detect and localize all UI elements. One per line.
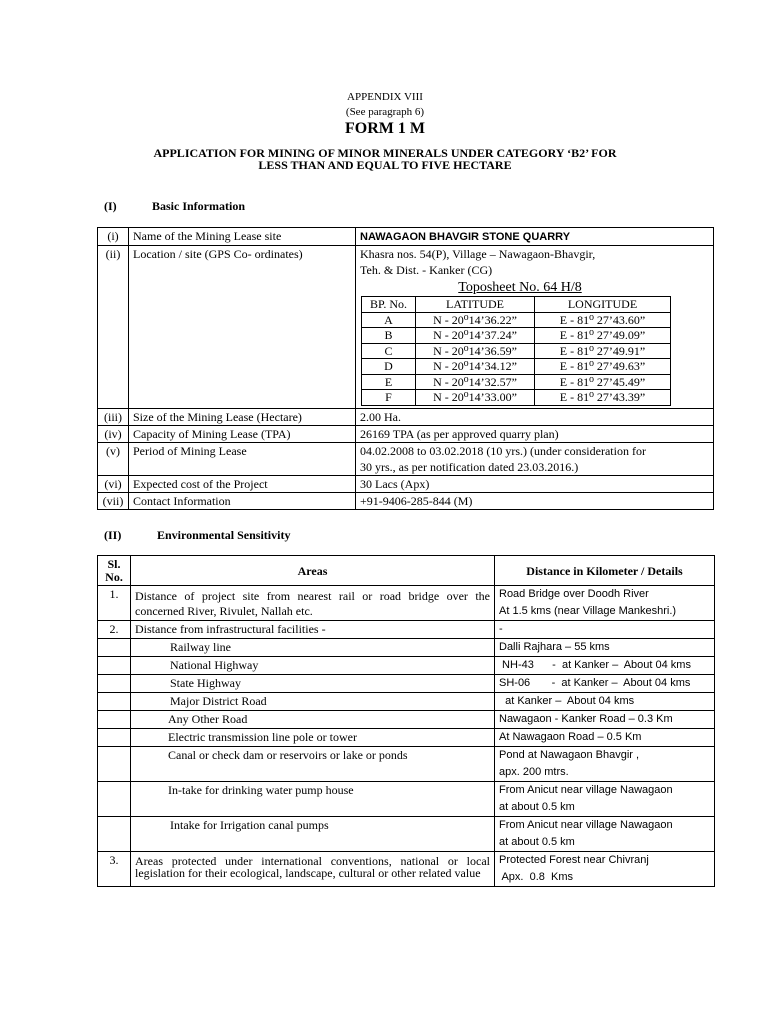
area-cell: State Highway xyxy=(131,675,495,693)
table-row xyxy=(362,374,671,390)
row-label: Period of Mining Lease xyxy=(129,442,356,475)
distance-line1: From Anicut near village Nawagaon xyxy=(499,784,673,796)
lat-cell: N - 20⁰14’33.00” xyxy=(416,390,535,406)
row-number: (vi) xyxy=(98,475,129,492)
lon-header: LONGITUDE xyxy=(535,297,671,313)
bp-cell: F xyxy=(362,390,416,406)
bp-cell: C xyxy=(362,343,416,359)
sl-empty xyxy=(98,782,131,817)
lat-cell: N - 20⁰14’37.24” xyxy=(416,328,535,344)
lon-cell: E - 81⁰ 27’45.49” xyxy=(535,374,671,390)
distance-cell xyxy=(495,852,715,887)
sl-empty xyxy=(98,675,131,693)
row-value: 30 Lacs (Apx) xyxy=(356,475,714,492)
distance-line2: at about 0.5 km xyxy=(499,836,575,848)
sl-number: 1. xyxy=(98,586,131,621)
bp-cell: A xyxy=(362,312,416,328)
boundary-points-table xyxy=(361,296,671,406)
area-cell: National Highway xyxy=(131,657,495,675)
row-number: (v) xyxy=(98,442,129,475)
lon-cell: E - 81⁰ 27’43.39” xyxy=(535,390,671,406)
basic-info-table xyxy=(97,227,714,510)
table-row xyxy=(98,246,714,409)
table-row xyxy=(362,343,671,359)
row-number: (iv) xyxy=(98,425,129,442)
lon-cell: E - 81⁰ 27’43.60” xyxy=(535,312,671,328)
table-row xyxy=(362,390,671,406)
lat-header: LATITUDE xyxy=(416,297,535,313)
distance-cell xyxy=(495,782,715,817)
lat-cell: N - 20⁰14’36.22” xyxy=(416,312,535,328)
distance-line2: at about 0.5 km xyxy=(499,801,575,813)
application-title-line2: LESS THAN AND EQUAL TO FIVE HECTARE xyxy=(258,158,512,172)
area-cell: Intake for Irrigation canal pumps xyxy=(131,817,495,852)
row-value xyxy=(356,442,714,475)
row-value: +91-9406-285-844 (M) xyxy=(356,492,714,509)
table-row xyxy=(98,442,714,475)
location-line2: Teh. & Dist. - Kanker (CG) xyxy=(360,263,493,277)
row-number: (iii) xyxy=(98,408,129,425)
row-value: 2.00 Ha. xyxy=(356,408,714,425)
section1-number: (I) xyxy=(104,199,117,213)
sl-empty xyxy=(98,693,131,711)
bp-cell: B xyxy=(362,328,416,344)
row-number: (i) xyxy=(98,228,129,246)
lease-name: NAWAGAON BHAVGIR STONE QUARRY xyxy=(360,231,571,243)
lon-cell: E - 81⁰ 27’49.09” xyxy=(535,328,671,344)
distance-cell xyxy=(495,586,715,621)
sl-header: Sl. No. xyxy=(98,556,131,586)
row-label: Capacity of Mining Lease (TPA) xyxy=(129,425,356,442)
distance-cell: at Kanker – About 04 kms xyxy=(495,693,715,711)
application-title xyxy=(100,147,670,171)
section1-title: Basic Information xyxy=(152,199,245,213)
section2-title: Environmental Sensitivity xyxy=(157,528,291,542)
row-value xyxy=(356,228,714,246)
area-cell: Electric transmission line pole or tower xyxy=(131,729,495,747)
distance-cell: NH-43 - at Kanker – About 04 kms xyxy=(495,657,715,675)
appendix-label: APPENDIX VIII xyxy=(347,91,423,103)
row-label: Size of the Mining Lease (Hectare) xyxy=(129,408,356,425)
row-label: Contact Information xyxy=(129,492,356,509)
lat-cell: N - 20⁰14’36.59” xyxy=(416,343,535,359)
row-value xyxy=(356,246,714,409)
distance-line2: At 1.5 kms (near Village Mankeshri.) xyxy=(499,605,677,617)
table-row xyxy=(362,297,671,313)
table-row xyxy=(98,729,715,747)
area-cell: Any Other Road xyxy=(131,711,495,729)
lon-cell: E - 81⁰ 27’49.63” xyxy=(535,359,671,375)
distance-cell: Nawagaon - Kanker Road – 0.3 Km xyxy=(495,711,715,729)
toposheet-label: Toposheet No. 64 H/8 xyxy=(458,280,582,295)
paragraph-ref: (See paragraph 6) xyxy=(345,106,425,118)
row-value: 26169 TPA (as per approved quarry plan) xyxy=(356,425,714,442)
distance-line1: Protected Forest near Chivranj xyxy=(499,854,649,866)
area-cell: Distance of project site from nearest rail or road bridge over the concerned River, Rivulet, Nallah etc. xyxy=(131,586,495,621)
table-row xyxy=(98,693,715,711)
sl-empty xyxy=(98,711,131,729)
area-cell: Railway line xyxy=(131,639,495,657)
area-cell: Areas protected under international conventions, national or local legislation for their ecological, landscape, cultural or other related value xyxy=(131,852,495,887)
period-line1: 04.02.2008 to 03.02.2018 (10 yrs.) (under consideration for xyxy=(360,443,646,458)
section2-number: (II) xyxy=(104,528,122,542)
table-row xyxy=(98,675,715,693)
sl-number: 2. xyxy=(98,621,131,639)
table-row xyxy=(98,817,715,852)
location-line1: Khasra nos. 54(P), Village – Nawagaon-Bhavgir, xyxy=(360,247,596,261)
table-row xyxy=(362,328,671,344)
table-row xyxy=(98,639,715,657)
table-row xyxy=(98,475,714,492)
table-row xyxy=(362,359,671,375)
table-row xyxy=(362,312,671,328)
row-label: Expected cost of the Project xyxy=(129,475,356,492)
distance-cell xyxy=(495,817,715,852)
table-row xyxy=(98,711,715,729)
bp-cell: E xyxy=(362,374,416,390)
application-title-line1: APPLICATION FOR MINING OF MINOR MINERALS UNDER CATEGORY ‘B2’ FOR xyxy=(153,146,617,160)
sl-empty xyxy=(98,657,131,675)
sl-empty xyxy=(98,817,131,852)
distance-cell: SH-06 - at Kanker – About 04 kms xyxy=(495,675,715,693)
areas-header: Areas xyxy=(131,556,495,586)
distance-line1: Road Bridge over Doodh River xyxy=(499,588,649,600)
row-number: (vii) xyxy=(98,492,129,509)
table-row xyxy=(98,586,715,621)
sl-number: 3. xyxy=(98,852,131,887)
table-row xyxy=(98,782,715,817)
distance-cell xyxy=(495,747,715,782)
lon-cell: E - 81⁰ 27’49.91” xyxy=(535,343,671,359)
lat-cell: N - 20⁰14’34.12” xyxy=(416,359,535,375)
period-line2: 30 yrs., as per notification dated 23.03.2016.) xyxy=(360,459,579,474)
row-number: (ii) xyxy=(98,246,129,409)
area-cell: Canal or check dam or reservoirs or lake or ponds xyxy=(131,747,495,782)
table-row xyxy=(98,492,714,509)
environment-table xyxy=(97,555,715,887)
table-row xyxy=(98,657,715,675)
table-row xyxy=(98,228,714,246)
distance-cell: Dalli Rajhara – 55 kms xyxy=(495,639,715,657)
row-label: Name of the Mining Lease site xyxy=(129,228,356,246)
area-cell: In-take for drinking water pump house xyxy=(131,782,495,817)
distance-cell: At Nawagaon Road – 0.5 Km xyxy=(495,729,715,747)
distance-line1: Pond at Nawagaon Bhavgir , xyxy=(499,749,640,761)
distance-line1: From Anicut near village Nawagaon xyxy=(499,819,673,831)
row-label: Location / site (GPS Co- ordinates) xyxy=(129,246,356,409)
lat-cell: N - 20⁰14’32.57” xyxy=(416,374,535,390)
distance-line2: Apx. 0.8 Kms xyxy=(499,871,573,883)
table-row xyxy=(98,408,714,425)
sl-empty xyxy=(98,747,131,782)
bp-cell: D xyxy=(362,359,416,375)
table-row xyxy=(98,556,715,586)
area-cell: Major District Road xyxy=(131,693,495,711)
bp-header: BP. No. xyxy=(362,297,416,313)
table-row xyxy=(98,852,715,887)
area-cell: Distance from infrastructural facilities - xyxy=(131,621,495,639)
distance-header: Distance in Kilometer / Details xyxy=(495,556,715,586)
table-row xyxy=(98,747,715,782)
sl-empty xyxy=(98,729,131,747)
distance-cell: - xyxy=(495,621,715,639)
distance-line2: apx. 200 mtrs. xyxy=(499,766,569,778)
sl-empty xyxy=(98,639,131,657)
table-row xyxy=(98,425,714,442)
form-title: FORM 1 M xyxy=(345,120,425,137)
table-row xyxy=(98,621,715,639)
